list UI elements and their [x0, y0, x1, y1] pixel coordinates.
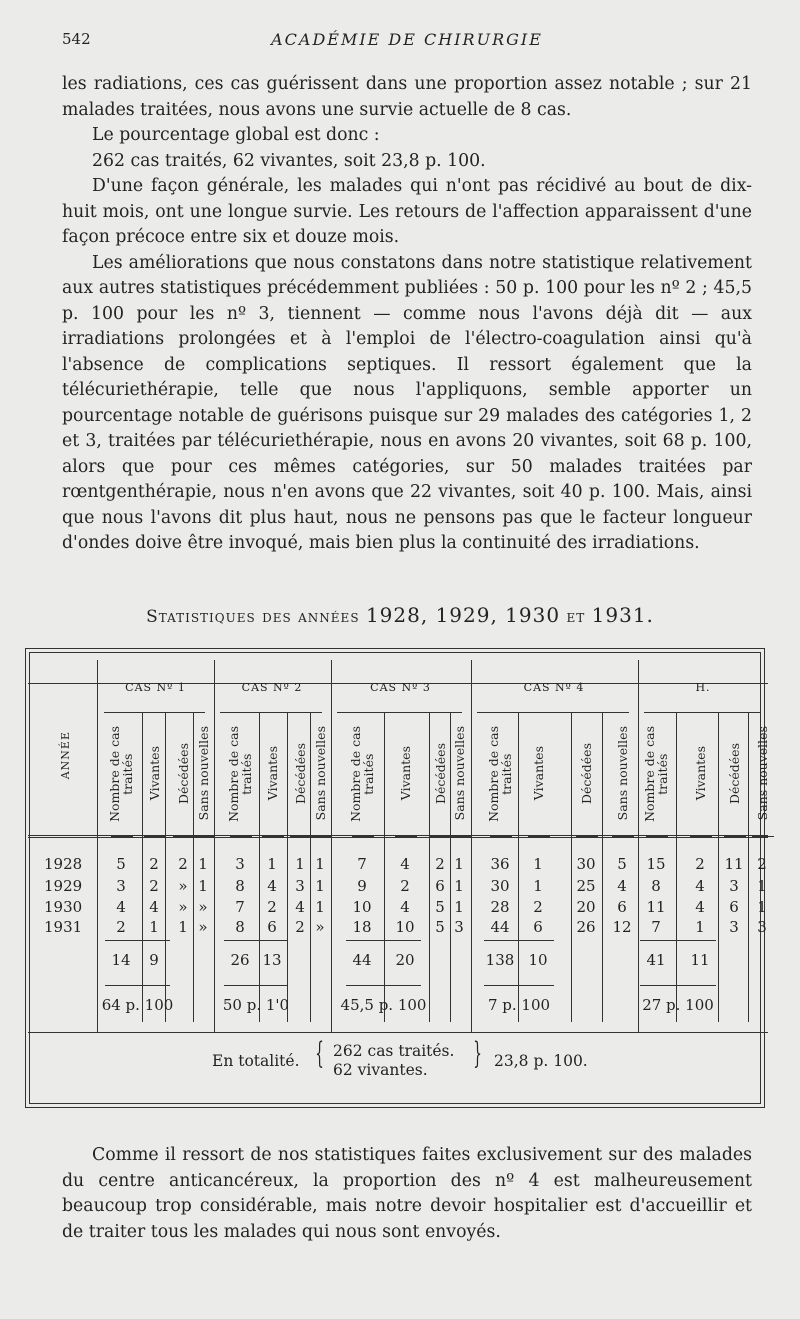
table-cell: 7 — [357, 855, 367, 873]
total-cases: 26 — [230, 951, 250, 969]
table-cell: » — [178, 877, 188, 895]
table-cell: 1 — [198, 855, 208, 873]
table-cell: 1 — [315, 877, 325, 895]
totalite-vivantes: 62 vivantes. — [333, 1061, 428, 1079]
percent-value: 64 p. 100 — [101, 996, 174, 1014]
column-header-label: Vivantes — [264, 746, 280, 801]
table-cell: 11 — [724, 855, 744, 873]
year-label: 1928 — [44, 855, 83, 873]
group-header: CAS Nº 4 — [523, 681, 585, 694]
column-header — [449, 716, 469, 831]
table-cell: 5 — [617, 855, 627, 873]
header-dash — [310, 836, 332, 837]
table-cell: 10 — [395, 918, 415, 936]
table-cell: 3 — [729, 877, 739, 895]
table-cell: 6 — [533, 918, 543, 936]
header-dash — [111, 836, 133, 837]
header-dash — [646, 836, 668, 837]
table-cell: 26 — [576, 918, 596, 936]
table-cell: 3 — [116, 877, 126, 895]
table-cell: » — [178, 898, 188, 916]
table-cell: 1 — [757, 877, 767, 895]
percent-value: 27 p. 100 — [642, 996, 714, 1014]
annee-label: ANNÉE — [58, 730, 72, 780]
total-vivantes: 9 — [149, 951, 159, 969]
table-cell: 6 — [267, 918, 277, 936]
column-header-label: Décédées — [432, 742, 448, 805]
column-header — [173, 716, 193, 831]
table-cell: 3 — [235, 855, 245, 873]
table-cell: 44 — [490, 918, 510, 936]
column-header-label: Nombre de cas traités — [486, 725, 514, 822]
table-cell: 2 — [116, 918, 126, 936]
percent-rule — [640, 985, 716, 986]
table-cell: 2 — [149, 877, 159, 895]
total-vivantes: 10 — [528, 951, 548, 969]
column-header — [528, 716, 548, 831]
paragraph: les radiations, ces cas guérissent dans une proportion assez notable ; sur 21 malades traitées, nous avons une survie actuelle de 8 cas. — [62, 74, 752, 120]
table-cell: 1 — [198, 877, 208, 895]
group-divider — [471, 660, 472, 1032]
header-bottom-rule-double — [28, 837, 768, 838]
group-header: CAS Nº 2 — [241, 681, 303, 694]
column-header-label: Vivantes — [397, 746, 413, 801]
column-header — [193, 716, 213, 831]
totals-rule — [640, 940, 716, 941]
table-title-years: 1928, 1929, 1930 — [365, 603, 561, 627]
table-cell: 3 — [295, 877, 305, 895]
percent-rule — [484, 985, 554, 986]
header-dash — [193, 836, 215, 837]
table-cell: 15 — [646, 855, 666, 873]
table-cell: 1 — [178, 918, 188, 936]
column-header — [262, 716, 282, 831]
left-brace-icon: { — [315, 1036, 324, 1071]
column-header — [226, 716, 254, 831]
table-cell: 1 — [454, 855, 464, 873]
group-header: CAS Nº 3 — [370, 681, 431, 694]
column-header — [612, 716, 632, 831]
table-cell: 2 — [178, 855, 188, 873]
column-header — [752, 716, 772, 831]
totals-rule — [346, 940, 421, 941]
table-cell: 1 — [757, 898, 767, 916]
table-cell: » — [315, 918, 325, 936]
column-header — [395, 716, 415, 831]
table-cell: 2 — [695, 855, 705, 873]
column-header-label: Nombre de cas traités — [348, 725, 376, 822]
table-cell: 7 — [651, 918, 661, 936]
table-cell: 1 — [533, 855, 543, 873]
table-cell: 30 — [576, 855, 596, 873]
column-header-label: Sans nouvelles — [312, 726, 328, 821]
table-cell: 2 — [400, 877, 410, 895]
column-header-label: Décédées — [292, 742, 308, 805]
percent-value: 7 p. 100 — [487, 996, 551, 1014]
header-dash — [395, 836, 417, 837]
table-cell: 4 — [617, 877, 627, 895]
header-dash — [262, 836, 284, 837]
column-header — [144, 716, 164, 831]
table-cell: 2 — [533, 898, 543, 916]
table-cell: » — [198, 918, 208, 936]
percent-rule — [105, 985, 170, 986]
year-label: 1931 — [44, 918, 83, 936]
table-cell: 1 — [315, 855, 325, 873]
body-text-bottom — [62, 1143, 752, 1245]
column-header — [690, 716, 710, 831]
group-header: H. — [695, 681, 711, 694]
total-cases: 44 — [352, 951, 372, 969]
table-cell: 4 — [116, 898, 126, 916]
table-title-last: 1931. — [591, 603, 654, 627]
column-header-label: Sans nouvelles — [451, 726, 467, 821]
header-dash — [528, 836, 550, 837]
column-header-label: Vivantes — [692, 746, 708, 801]
table-cell: 3 — [729, 918, 739, 936]
percent-rule — [346, 985, 421, 986]
sub-column-line — [518, 712, 519, 1022]
table-cell: 8 — [651, 877, 661, 895]
table-cell: 9 — [357, 877, 367, 895]
table-cell: 4 — [149, 898, 159, 916]
column-header — [576, 716, 596, 831]
body-text-top — [62, 72, 752, 557]
table-cell: 36 — [490, 855, 510, 873]
table-cell: 6 — [729, 898, 739, 916]
table-cell: » — [198, 898, 208, 916]
group-divider — [214, 660, 215, 1032]
header-dash — [290, 836, 312, 837]
percent-value: 50 p. 1'0 — [222, 996, 290, 1014]
table-cell: 4 — [400, 898, 410, 916]
table-cell: 3 — [454, 918, 464, 936]
table-cell: 2 — [757, 855, 767, 873]
group-divider — [638, 660, 639, 1032]
table-cell: 5 — [435, 918, 445, 936]
column-header — [430, 716, 450, 831]
totals-bottom-rule — [28, 1032, 768, 1033]
table-cell: 1 — [454, 898, 464, 916]
total-vivantes: 13 — [262, 951, 282, 969]
table-cell: 1 — [149, 918, 159, 936]
running-title: ACADÉMIE DE CHIRURGIE — [271, 30, 543, 49]
right-brace-icon: } — [473, 1036, 482, 1071]
group-underline — [220, 712, 322, 713]
header-dash — [352, 836, 374, 837]
table-cell: 25 — [576, 877, 596, 895]
percent-rule — [224, 985, 288, 986]
table-title-prefix: Statistiques des années — [146, 607, 360, 627]
total-cases: 41 — [646, 951, 666, 969]
table-cell: 1 — [267, 855, 277, 873]
column-header — [642, 716, 670, 831]
annee-header — [55, 690, 75, 820]
year-label: 1930 — [44, 898, 83, 916]
column-header-label: Décédées — [578, 742, 594, 805]
table-cell: 11 — [646, 898, 666, 916]
totals-rule — [224, 940, 288, 941]
table-cell: 1 — [454, 877, 464, 895]
table-cell: 5 — [116, 855, 126, 873]
table-cell: 1 — [315, 898, 325, 916]
totals-rule — [105, 940, 170, 941]
header-dash — [449, 836, 471, 837]
table-cell: 20 — [576, 898, 596, 916]
percent-value: 45,5 p. 100 — [340, 996, 427, 1014]
group-underline — [644, 712, 760, 713]
totalite-result: 23,8 p. 100. — [494, 1052, 588, 1070]
paragraph: Le pourcentage global est donc : — [92, 125, 380, 145]
table-cell: 1 — [695, 918, 705, 936]
column-header — [107, 716, 135, 831]
table-cell: 4 — [695, 898, 705, 916]
column-header — [310, 716, 330, 831]
column-header — [486, 716, 514, 831]
paragraph: 262 cas traités, 62 vivantes, soit 23,8 p. 100. — [92, 150, 486, 171]
column-header-label: Nombre de cas traités — [226, 725, 254, 822]
table-cell: 12 — [612, 918, 632, 936]
column-header — [290, 716, 310, 831]
table-cell: 1 — [295, 855, 305, 873]
column-header-label: Sans nouvelles — [754, 726, 770, 821]
group-underline — [104, 712, 205, 713]
table-cell: 5 — [435, 898, 445, 916]
table-cell: 4 — [267, 877, 277, 895]
total-cases: 14 — [111, 951, 131, 969]
totalite-label: En totalité. — [212, 1052, 300, 1070]
page-number: 542 — [62, 30, 91, 48]
table-title-and: et — [566, 607, 586, 627]
group-underline — [337, 712, 462, 713]
column-header — [348, 716, 376, 831]
table-cell: 4 — [400, 855, 410, 873]
table-cell: 8 — [235, 877, 245, 895]
column-header — [724, 716, 744, 831]
header-dash — [724, 836, 746, 837]
table-cell: 3 — [757, 918, 767, 936]
table-cell: 7 — [235, 898, 245, 916]
table-cell: 10 — [352, 898, 372, 916]
year-label: 1929 — [44, 877, 83, 895]
table-cell: 2 — [149, 855, 159, 873]
table-cell: 2 — [267, 898, 277, 916]
group-underline — [477, 712, 629, 713]
header-dash — [690, 836, 712, 837]
table-cell: 2 — [435, 855, 445, 873]
paragraph: D'une façon générale, les malades qui n'ont pas récidivé au bout de dix-huit mois, ont une longue survie. Les retours de l'affection apparaissent d'une façon précoce entre six et douze mois. — [62, 176, 752, 247]
table-cell: 4 — [695, 877, 705, 895]
group-divider — [331, 660, 332, 1032]
table-cell: 1 — [533, 877, 543, 895]
header-dash — [752, 836, 774, 837]
total-cases: 138 — [485, 951, 515, 969]
total-vivantes: 20 — [395, 951, 415, 969]
header-dash — [230, 836, 252, 837]
table-cell: 30 — [490, 877, 510, 895]
table-cell: 18 — [352, 918, 372, 936]
paragraph: Les améliorations que nous constatons dans notre statistique relativement aux autres statistiques précédemment publiées : 50 p. 100 pour les nº 2 ; 45,5 p. 100 pour les nº 3, tiennent — comme nous l'avons déjà dit — aux irradiations prolongées et à l'emploi de l'électro-coagulation ainsi qu'à l'absence de complications septiques. Il ressort également que la télécuriethérapie, telle que nous l'appliquons, semble apporter un pourcentage notable de guérisons puisque sur 29 malades des catégories 1, 2 et 3, traitées par télécuriethérapie, nous en avons 20 vivantes, soit 68 p. 100, alors que pour ces mêmes catégories, sur 50 malades traitées par rœntgenthérapie, nous n'en avons que 22 vivantes, soit 40 p. 100. Mais, ainsi que nous l'avons dit plus haut, nous ne pensons pas que le facteur longueur d'ondes doive être invoqué, mais bien plus la continuité des irradiations. — [62, 252, 752, 553]
table-title — [0, 603, 800, 627]
column-header-label: Sans nouvelles — [614, 726, 630, 821]
totalite-cases: 262 cas traités. — [333, 1042, 455, 1060]
column-header-label: Vivantes — [530, 746, 546, 801]
annee-divider — [97, 660, 98, 1032]
table-cell: 6 — [435, 877, 445, 895]
column-header-label: Nombre de cas traités — [642, 725, 670, 822]
column-header-label: Sans nouvelles — [195, 726, 211, 821]
sub-column-line — [384, 712, 385, 1022]
header-dash — [173, 836, 195, 837]
page-header — [62, 30, 752, 54]
table-cell: 4 — [295, 898, 305, 916]
header-dash — [612, 836, 634, 837]
group-header: CAS Nº 1 — [125, 681, 186, 694]
column-header-label: Nombre de cas traités — [107, 725, 135, 822]
header-dash — [144, 836, 166, 837]
paragraph: Comme il ressort de nos statistiques faites exclusivement sur des malades du centre anticancéreux, la proportion des nº 4 est malheureusement beaucoup trop considérable, mais notre devoir hospitalier est d'accueillir et de traiter tous les malades qui nous sont envoyés. — [62, 1145, 752, 1242]
header-dash — [490, 836, 512, 837]
total-vivantes: 11 — [690, 951, 710, 969]
sub-column-line — [676, 712, 677, 1022]
table-cell: 2 — [295, 918, 305, 936]
table-cell: 28 — [490, 898, 510, 916]
header-dash — [576, 836, 598, 837]
table-cell: 6 — [617, 898, 627, 916]
totals-rule — [484, 940, 554, 941]
column-header-label: Décédées — [726, 742, 742, 805]
column-header-label: Décédées — [175, 742, 191, 805]
table-cell: 8 — [235, 918, 245, 936]
column-header-label: Vivantes — [146, 746, 162, 801]
